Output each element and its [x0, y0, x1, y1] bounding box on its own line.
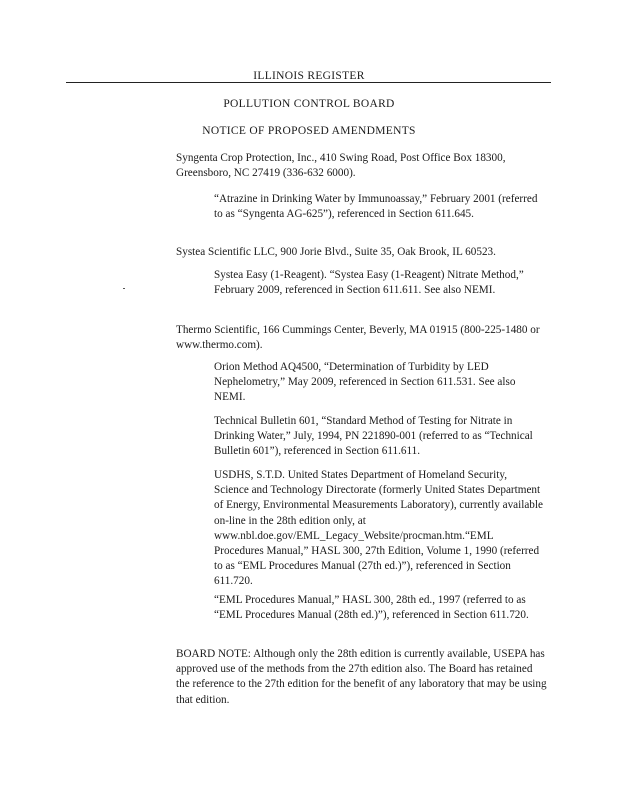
notice-title: NOTICE OF PROPOSED AMENDMENTS [202, 125, 416, 137]
board-note: BOARD NOTE: Although only the 28th edition is currently available, USEPA has approved use of the methods from the 27th edition also. The Board has retained the reference to the 27th edition for the benefit of any laboratory that may be using that edition. [176, 648, 547, 706]
thermo-scientific-entry: Thermo Scientific, 166 Cummings Center, Beverly, MA 01915 (800-225-1480 or www.thermo.com). [176, 324, 540, 352]
eml-28th-reference: “EML Procedures Manual,” HASL 300, 28th ed., 1997 (referred to as “EML Procedures Manual (28th ed.)”), referenced in Section 611.720. [214, 594, 529, 622]
systea-easy-reference: Systea Easy (1-Reagent). “Systea Easy (1-Reagent) Nitrate Method,” February 2009, referenced in Section 611.611. See also NEMI. [214, 269, 524, 297]
register-title: ILLINOIS REGISTER [253, 70, 365, 82]
usdhs-reference: USDHS, S.T.D. United States Department of Homeland Security, Science and Technology Directorate (formerly United States Department of Energy, Environmental Measurements Laboratory), currently available on-line in the 28th edition only, at www.nbl.doe.gov/EML_Legacy_Website/procman.htm.“EML Procedures Manual,” HASL 300, 27th Edition, Volume 1, 1990 (referred to as “EML Procedures Manual (27th ed.)”), referenced in Section 611.720. [214, 469, 543, 588]
syngenta-entry: Syngenta Crop Protection, Inc., 410 Swing Road, Post Office Box 18300, Greensboro, NC 27419 (336-632 6000). [176, 152, 506, 180]
syngenta-ag-625-reference: “Atrazine in Drinking Water by Immunoassay,” February 2001 (referred to as “Syngenta AG-625”), referenced in Section 611.645. [214, 193, 538, 221]
orion-method-reference: Orion Method AQ4500, “Determination of Turbidity by LED Nephelometry,” May 2009, referenced in Section 611.531. See also NEMI. [214, 361, 516, 404]
technical-bulletin-reference: Technical Bulletin 601, “Standard Method of Testing for Nitrate in Drinking Water,” July, 1994, PN 221890-001 (referred to as “Technical Bulletin 601”), referenced in Section 611.611. [214, 415, 533, 458]
scan-speck [123, 288, 125, 289]
systea-entry: Systea Scientific LLC, 900 Jorie Blvd., Suite 35, Oak Brook, IL 60523. [176, 246, 496, 258]
board-name: POLLUTION CONTROL BOARD [223, 98, 395, 110]
